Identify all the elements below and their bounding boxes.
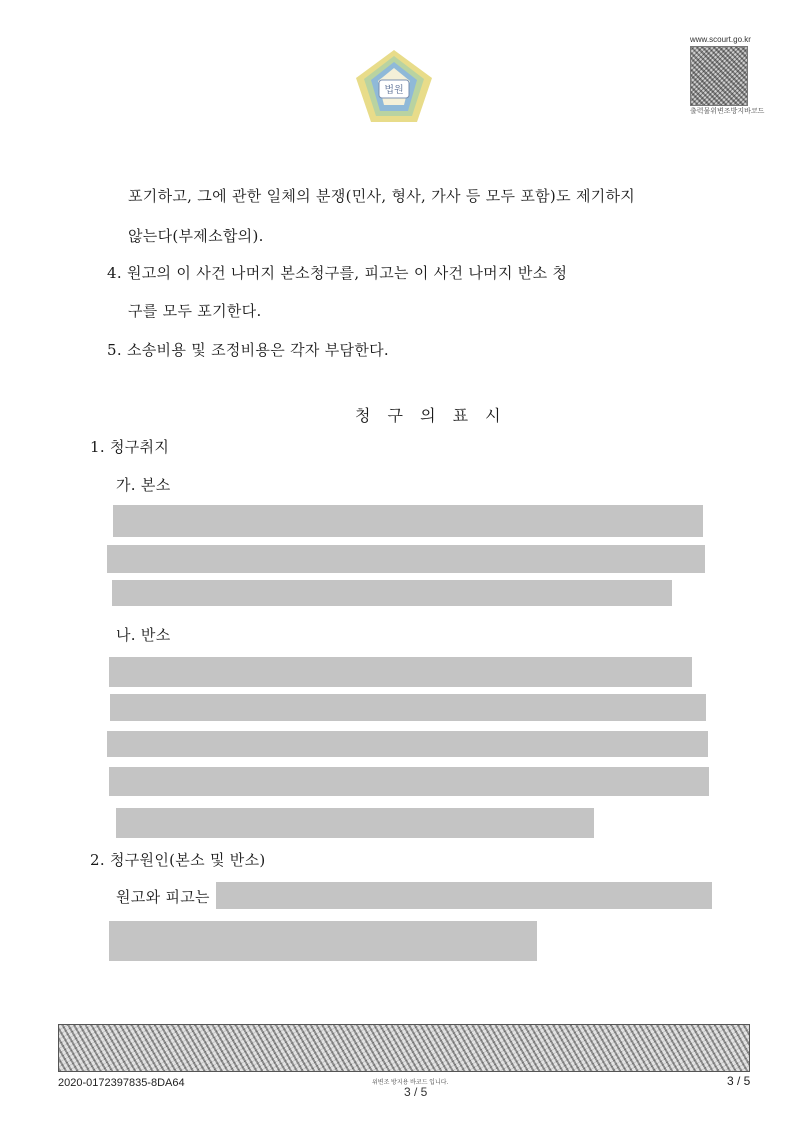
redaction-block — [110, 694, 706, 721]
section-heading: 청 구 의 표 시 — [355, 406, 507, 425]
qr-code-icon — [690, 46, 748, 106]
page-number-center: 3 / 5 — [404, 1085, 428, 1099]
paragraph-4-line-2: 구를 모두 포기한다. — [128, 302, 262, 320]
paragraph-4-line-1: 4. 원고의 이 사건 나머지 본소청구를, 피고는 이 사건 나머지 반소 청 — [107, 264, 568, 282]
redaction-block — [109, 657, 692, 687]
emblem-text: 법원 — [384, 85, 404, 96]
redaction-block — [107, 731, 708, 757]
redaction-block — [107, 545, 705, 573]
redaction-block — [113, 505, 703, 537]
item-1-heading: 1. 청구취지 — [90, 438, 170, 456]
item-1-b-heading: 나. 반소 — [116, 626, 171, 644]
redaction-block — [116, 808, 594, 838]
page-number-right: 3 / 5 — [727, 1074, 751, 1088]
redaction-block — [112, 580, 672, 606]
qr-label: 출력물위변조방지바코드 — [690, 108, 765, 115]
anti-forgery-barcode — [58, 1024, 750, 1072]
redaction-block — [216, 882, 712, 909]
redaction-block — [109, 921, 537, 961]
qr-url: www.scourt.go.kr — [690, 35, 751, 44]
barcode-note: 위변조 방지용 바코드 입니다. — [372, 1080, 449, 1086]
item-1-a-heading: 가. 본소 — [116, 476, 171, 494]
paragraph-3-line-1: 포기하고, 그에 관한 일체의 분쟁(민사, 형사, 가사 등 모두 포함)도 제기하지 — [128, 187, 636, 205]
redaction-block — [109, 767, 709, 796]
document-id: 2020-0172397835-8DA64 — [58, 1077, 185, 1089]
paragraph-3-line-2: 않는다(부제소합의). — [128, 227, 264, 245]
court-emblem-logo — [354, 48, 434, 124]
item-2-text: 원고와 피고는 — [116, 888, 210, 906]
item-2-heading: 2. 청구원인(본소 및 반소) — [90, 851, 266, 869]
paragraph-5: 5. 소송비용 및 조정비용은 각자 부담한다. — [107, 341, 389, 359]
